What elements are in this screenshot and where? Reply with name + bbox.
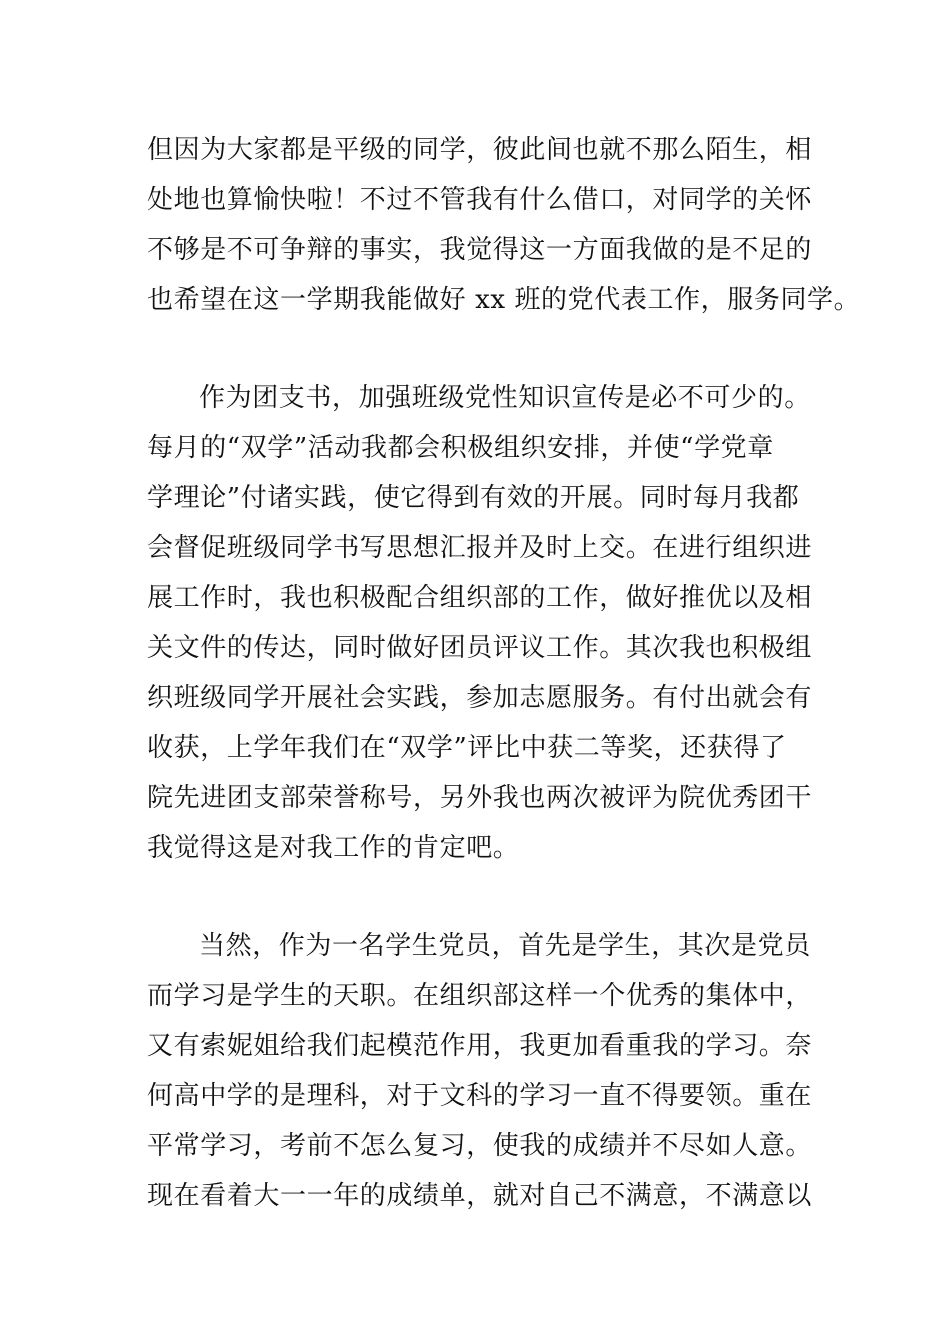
paragraph-2-line-3: 学理论”付诸实践，使它得到有效的开展。同时每月我都	[147, 483, 800, 513]
paragraph-1-line-3: 不够是不可争辩的事实，我觉得这一方面我做的是不足的	[147, 235, 813, 265]
paragraph-2-line-6: 关文件的传达，同时做好团员评议工作。其次我也积极组	[147, 633, 813, 663]
paragraph-3-line-2: 而学习是学生的天职。在组织部这样一个优秀的集体中，	[147, 981, 813, 1011]
paragraph-1-line-2: 处地也算愉快啦！不过不管我有什么借口，对同学的关怀	[147, 185, 813, 215]
paragraph-2-line-8: 收获，上学年我们在“双学”评比中获二等奖，还获得了	[147, 733, 787, 763]
paragraph-2-line-5: 展工作时，我也积极配合组织部的工作，做好推优以及相	[147, 583, 813, 613]
paragraph-2-line-4: 会督促班级同学书写思想汇报并及时上交。在进行组织进	[147, 533, 813, 563]
paragraph-1-line-4: 也希望在这一学期我能做好 xx 班的党代表工作，服务同学。	[147, 285, 861, 315]
paragraph-3-line-6: 现在看着大一一年的成绩单，就对自己不满意，不满意以	[147, 1181, 813, 1211]
paragraph-3-line-5: 平常学习，考前不怎么复习，使我的成绩并不尽如人意。	[147, 1131, 813, 1161]
paragraph-3-line-1: 当然，作为一名学生党员，首先是学生，其次是党员	[199, 931, 811, 961]
paragraph-2-line-10: 我觉得这是对我工作的肯定吧。	[147, 833, 520, 863]
paragraph-3-line-4: 何高中学的是理科，对于文科的学习一直不得要领。重在	[147, 1081, 813, 1111]
paragraph-2-line-2: 每月的“双学”活动我都会积极组织安排，并使“学党章	[147, 433, 774, 463]
paragraph-2-line-9: 院先进团支部荣誉称号，另外我也两次被评为院优秀团干	[147, 783, 813, 813]
paragraph-2-line-1: 作为团支书，加强班级党性知识宣传是必不可少的。	[199, 383, 811, 413]
paragraph-1-line-1: 但因为大家都是平级的同学，彼此间也就不那么陌生，相	[147, 135, 813, 165]
paragraph-3-line-3: 又有索妮姐给我们起模范作用，我更加看重我的学习。奈	[147, 1031, 813, 1061]
paragraph-2-line-7: 织班级同学开展社会实践，参加志愿服务。有付出就会有	[147, 683, 813, 713]
